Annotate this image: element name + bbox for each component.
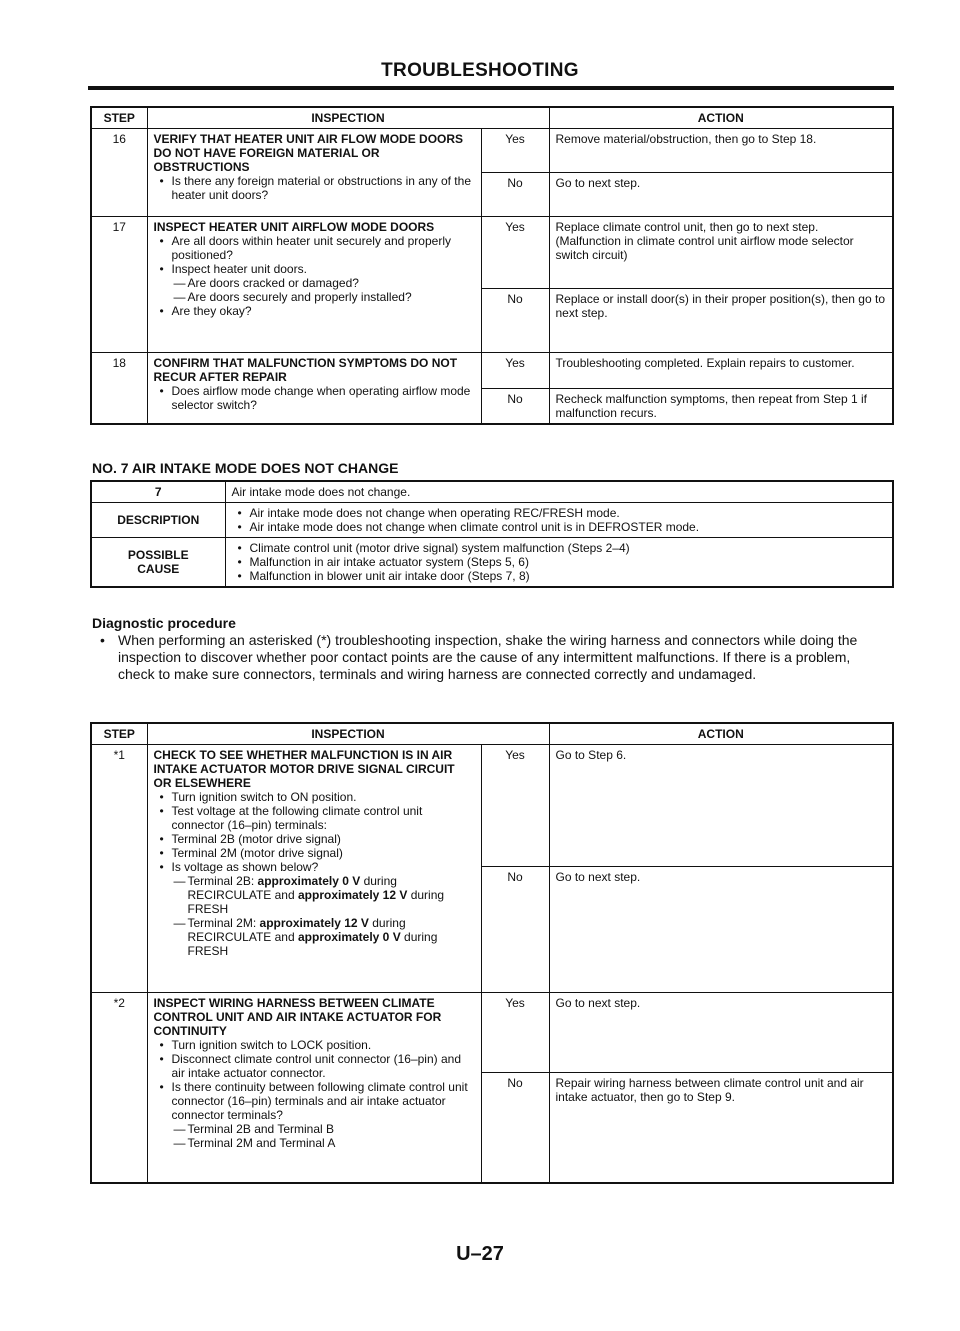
page-title: TROUBLESHOOTING (381, 60, 579, 81)
description-cell (225, 503, 893, 538)
title-rule (88, 86, 894, 90)
step-number: 16 (91, 129, 147, 217)
no-label: No (481, 289, 549, 353)
subitem-text: during RECIRCULATE and (187, 874, 397, 902)
inspection-subitem: — Terminal 2B and Terminal B (154, 1122, 475, 1136)
cause-item: • Malfunction in air intake actuator system (Steps 5, 6) (232, 555, 887, 569)
description-item: • Air intake mode does not change when climate control unit is in DEFROSTER mode. (232, 520, 887, 534)
inspection-subitem: — Are doors securely and properly installed? (154, 290, 475, 304)
subitem-value: approximately 0 V (257, 874, 361, 888)
col-header-inspection: INSPECTION (147, 723, 549, 745)
col-header-action: ACTION (549, 107, 893, 129)
no-action: Recheck malfunction symptoms, then repeat from Step 1 if malfunction recurs. (549, 389, 893, 425)
step-number: 17 (91, 217, 147, 353)
col-header-inspection: INSPECTION (147, 107, 549, 129)
yes-action: Replace climate control unit, then go to next step. (Malfunction in climate control unit airflow mode selector switch circuit) (549, 217, 893, 289)
inspection-item: • Inspect heater unit doors. (154, 262, 475, 276)
diagnostic-heading: Diagnostic procedure (92, 615, 236, 631)
no-label: No (481, 389, 549, 425)
step-number: 18 (91, 353, 147, 425)
col-header-action: ACTION (549, 723, 893, 745)
inspection-cell (147, 217, 481, 353)
yes-label: Yes (481, 217, 549, 289)
inspection-subitem (154, 874, 475, 916)
inspection-item: • Are they okay? (154, 304, 475, 318)
inspection-cell (147, 129, 481, 217)
diagnostic-note (100, 632, 890, 683)
subitem-value: approximately 0 V (297, 930, 401, 944)
yes-action: Go to next step. (549, 993, 893, 1073)
table-steps-1-2 (90, 722, 894, 1184)
no-action: Replace or install door(s) in their proper position(s), then go to next step. (549, 289, 893, 353)
possible-cause-cell (225, 538, 893, 588)
subitem-text: Terminal 2M: (187, 916, 260, 930)
no-label: No (481, 1073, 549, 1183)
inspection-item: • Is there continuity between following climate control unit connector (16–pin) terminals and air intake actuator connector terminals? (154, 1080, 475, 1122)
yes-label: Yes (481, 353, 549, 389)
no-label: No (481, 867, 549, 993)
possible-cause-label-line1: POSSIBLE (127, 548, 189, 562)
step-number: *1 (91, 745, 147, 993)
no-action: Repair wiring harness between climate control unit and air intake actuator, then go to Step 9. (549, 1073, 893, 1183)
section-heading: NO. 7 AIR INTAKE MODE DOES NOT CHANGE (92, 460, 399, 476)
no-action: Go to next step. (549, 173, 893, 217)
inspection-item: • Disconnect climate control unit connector (16–pin) and air intake actuator connector. (154, 1052, 475, 1080)
subitem-text: Terminal 2B: (187, 874, 258, 888)
inspection-item: • Is there any foreign material or obstructions in any of the heater unit doors? (154, 174, 475, 202)
subitem-text: during RECIRCULATE and (187, 916, 406, 944)
no-action: Go to next step. (549, 867, 893, 993)
inspection-item: • Test voltage at the following climate control unit connector (16–pin) terminals: (154, 804, 475, 832)
inspection-item: • Is voltage as shown below? (154, 860, 475, 874)
inspection-item: • Turn ignition switch to LOCK position. (154, 1038, 475, 1052)
inspection-title: CHECK TO SEE WHETHER MALFUNCTION IS IN AIR INTAKE ACTUATOR MOTOR DRIVE SIGNAL CIRCUIT OR ELSEWHERE (153, 748, 455, 790)
inspection-item: • Are all doors within heater unit securely and properly positioned? (154, 234, 475, 262)
inspection-item: • Terminal 2B (motor drive signal) (154, 832, 475, 846)
cause-item: • Malfunction in blower unit air intake door (Steps 7, 8) (232, 569, 887, 583)
inspection-subitem (154, 916, 475, 958)
inspection-title: INSPECT WIRING HARNESS BETWEEN CLIMATE CONTROL UNIT AND AIR INTAKE ACTUATOR FOR CONTINUITY (153, 996, 442, 1038)
inspection-title: CONFIRM THAT MALFUNCTION SYMPTOMS DO NOT RECUR AFTER REPAIR (153, 356, 458, 384)
inspection-item: • Does airflow mode change when operating airflow mode selector switch? (154, 384, 475, 412)
inspection-cell (147, 745, 481, 993)
diagnostic-text: When performing an asterisked (*) troubleshooting inspection, shake the wiring harness and connectors while doing the inspection to discover whether poor contact points are the cause of any intermittent malfunctions. If there is a problem, check to make sure connectors, terminals and wiring harness are connected correctly and undamaged. (118, 632, 858, 682)
no-label: No (481, 173, 549, 217)
cause-item: • Climate control unit (motor drive signal) system malfunction (Steps 2–4) (232, 541, 887, 555)
col-header-step: STEP (91, 107, 147, 129)
table-steps-16-18 (90, 106, 894, 425)
subitem-text: during FRESH (187, 930, 438, 958)
symptom-summary: Air intake mode does not change. (225, 481, 893, 503)
inspection-item: • Turn ignition switch to ON position. (154, 790, 475, 804)
inspection-subitem: — Terminal 2M and Terminal A (154, 1136, 475, 1150)
description-item: • Air intake mode does not change when operating REC/FRESH mode. (232, 506, 887, 520)
page-number: U–27 (456, 1243, 504, 1265)
yes-action: Go to Step 6. (549, 745, 893, 867)
subitem-text: during FRESH (187, 888, 445, 916)
symptom-number: 7 (91, 481, 225, 503)
description-table (90, 480, 894, 588)
possible-cause-label-line2: CAUSE (137, 562, 180, 576)
inspection-title: INSPECT HEATER UNIT AIRFLOW MODE DOORS (153, 220, 435, 234)
inspection-cell (147, 353, 481, 425)
description-label: DESCRIPTION (91, 503, 225, 538)
inspection-subitem: — Are doors cracked or damaged? (154, 276, 475, 290)
yes-label: Yes (481, 993, 549, 1073)
inspection-title: VERIFY THAT HEATER UNIT AIR FLOW MODE DOORS DO NOT HAVE FOREIGN MATERIAL OR OBSTRUCTIONS (153, 132, 464, 174)
yes-action: Remove material/obstruction, then go to Step 18. (549, 129, 893, 173)
yes-label: Yes (481, 745, 549, 867)
bullet-icon: • (100, 632, 105, 648)
yes-action: Troubleshooting completed. Explain repairs to customer. (549, 353, 893, 389)
inspection-cell (147, 993, 481, 1183)
yes-label: Yes (481, 129, 549, 173)
possible-cause-label (91, 538, 225, 588)
col-header-step: STEP (91, 723, 147, 745)
subitem-value: approximately 12 V (259, 916, 369, 930)
subitem-value: approximately 12 V (297, 888, 408, 902)
inspection-item: • Terminal 2M (motor drive signal) (154, 846, 475, 860)
step-number: *2 (91, 993, 147, 1183)
